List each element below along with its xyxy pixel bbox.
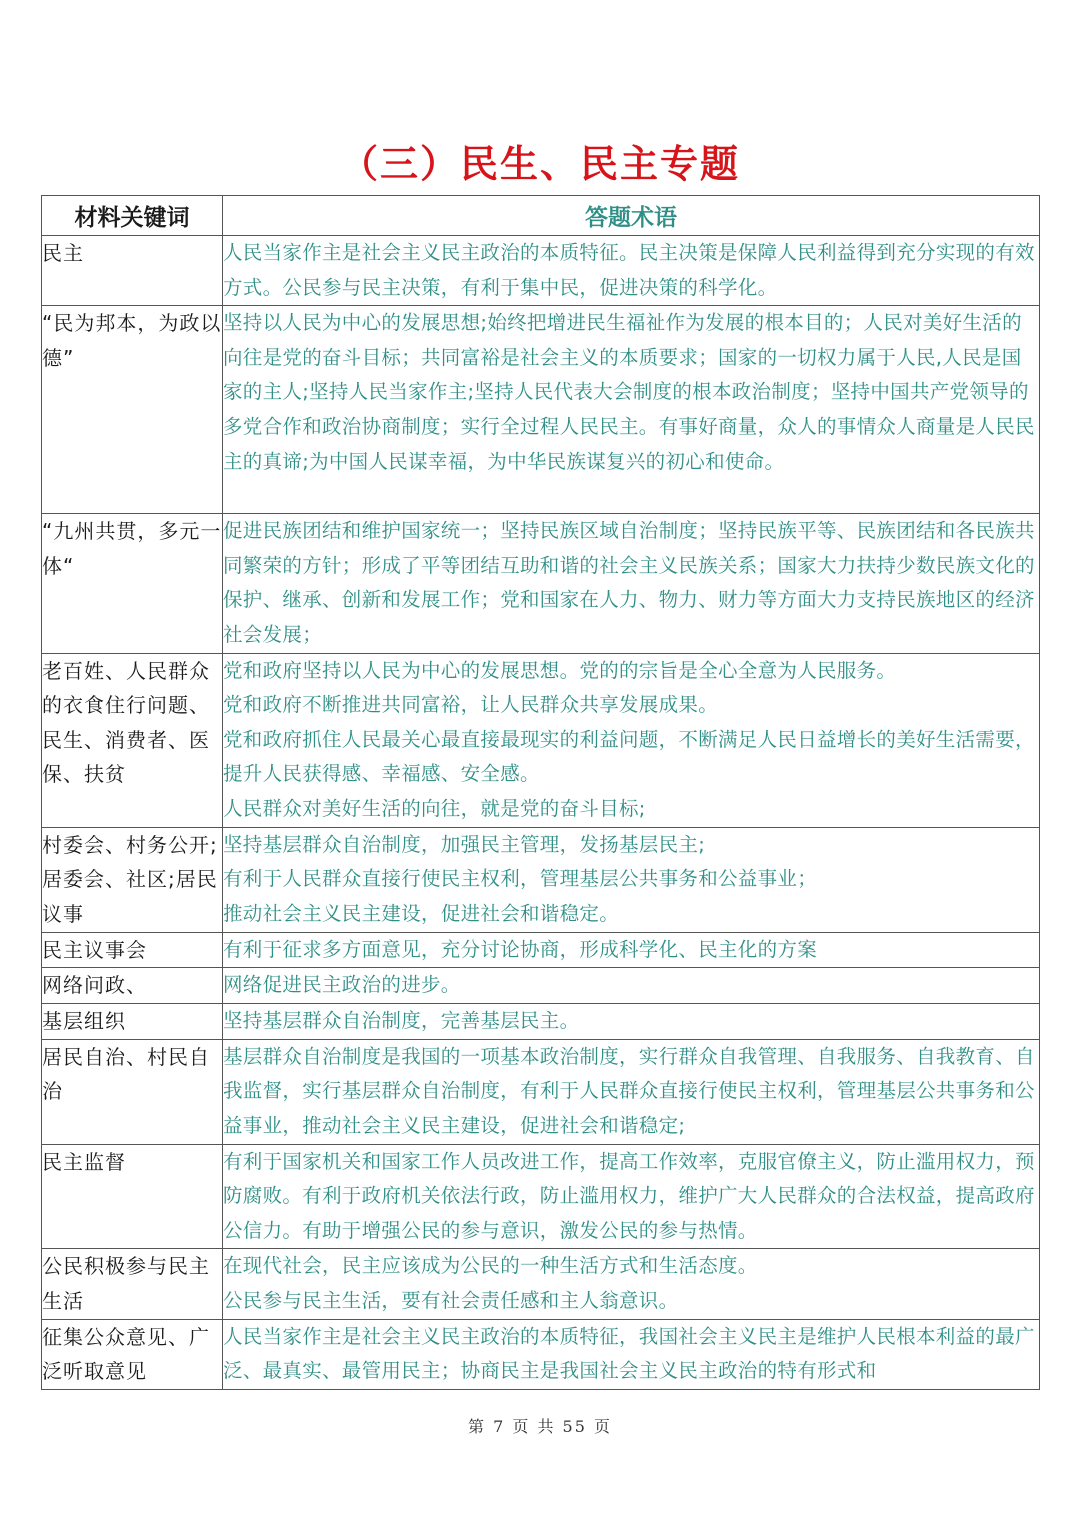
answer-cell: 人民当家作主是社会主义民主政治的本质特征。民主决策是保障人民利益得到充分实现的有效方式。公民参与民主决策，有利于集中民，促进决策的科学化。	[223, 236, 1040, 306]
keyword-cell: 老百姓、人民群众的衣食住行问题、民生、消费者、医保、扶贫	[42, 653, 223, 827]
answer-cell: 党和政府坚持以人民为中心的发展思想。党的的宗旨是全心全意为人民服务。 党和政府不断推进共同富裕，让人民群众共享发展成果。 党和政府抓住人民最关心最直接最现实的利益问题，不断满足人民日益增长的美好生活需要，提升人民获得感、幸福感、安全感。 人民群众对美好生活的向往，就是党的奋斗目标;	[223, 653, 1040, 827]
table-row	[42, 514, 1040, 653]
keyword-cell: 民主监督	[42, 1144, 223, 1249]
keyword-cell: 公民积极参与民主生活	[42, 1249, 223, 1319]
answer-cell: 人民当家作主是社会主义民主政治的本质特征，我国社会主义民主是维护人民根本利益的最广泛、最真实、最管用民主；协商民主是我国社会主义民主政治的特有形式和	[223, 1319, 1040, 1389]
keyword-cell: 民主	[42, 236, 223, 306]
table-row	[42, 653, 1040, 827]
answer-cell: 有利于征求多方面意见，充分讨论协商，形成科学化、民主化的方案	[223, 932, 1040, 968]
keyword-cell: 基层组织	[42, 1003, 223, 1039]
page-title: （三）民生、民主专题	[339, 142, 740, 186]
table-row	[42, 1249, 1040, 1319]
table-row	[42, 236, 1040, 306]
keyword-cell: 村委会、村务公开;居委会、社区;居民议事	[42, 827, 223, 932]
answer-cell: 坚持以人民为中心的发展思想;始终把增进民生福祉作为发展的根本目的；人民对美好生活的向往是党的奋斗目标；共同富裕是社会主义的本质要求；国家的一切权力属于人民,人民是国家的主人;坚持人民当家作主;坚持人民代表大会制度的根本政治制度；坚持中国共产党领导的多党合作和政治协商制度；实行全过程人民民主。有事好商量，众人的事情众人商量是人民民主的真谛;为中国人民谋幸福，为中华民族谋复兴的初心和使命。	[223, 306, 1040, 514]
answer-cell: 在现代社会，民主应该成为公民的一种生活方式和生活态度。 公民参与民主生活，要有社会责任感和主人翁意识。	[223, 1249, 1040, 1319]
table-row	[42, 1039, 1040, 1144]
table-header-row	[42, 196, 1040, 236]
keyword-cell: “九州共贯，多元一体“	[42, 514, 223, 653]
answer-cell: 网络促进民主政治的进步。	[223, 968, 1040, 1004]
answer-cell: 坚持基层群众自治制度，加强民主管理，发扬基层民主; 有利于人民群众直接行使民主权利，管理基层公共事务和公益事业； 推动社会主义民主建设，促进社会和谐稳定。	[223, 827, 1040, 932]
keyword-cell: 民主议事会	[42, 932, 223, 968]
answer-cell: 坚持基层群众自治制度，完善基层民主。	[223, 1003, 1040, 1039]
header-answer: 答题术语	[223, 196, 1040, 236]
table-row	[42, 968, 1040, 1004]
keyword-cell: 居民自治、村民自治	[42, 1039, 223, 1144]
answer-cell: 基层群众自治制度是我国的一项基本政治制度，实行群众自我管理、自我服务、自我教育、自我监督，实行基层群众自治制度，有利于人民群众直接行使民主权利，管理基层公共事务和公益事业，推动社会主义民主建设，促进社会和谐稳定;	[223, 1039, 1040, 1144]
terms-table	[41, 195, 1040, 1390]
header-keyword: 材料关键词	[42, 196, 223, 236]
table-row	[42, 1144, 1040, 1249]
table-row	[42, 1319, 1040, 1389]
table-row	[42, 827, 1040, 932]
page-number-footer: 第 7 页 共 55 页	[468, 1417, 612, 1436]
answer-cell: 促进民族团结和维护国家统一；坚持民族区域自治制度；坚持民族平等、民族团结和各民族共同繁荣的方针；形成了平等团结互助和谐的社会主义民族关系；国家大力扶持少数民族文化的保护、继承、创新和发展工作；党和国家在人力、物力、财力等方面大力支持民族地区的经济社会发展；	[223, 514, 1040, 653]
table-row	[42, 1003, 1040, 1039]
table-row	[42, 306, 1040, 514]
keyword-cell: “民为邦本，为政以德”	[42, 306, 223, 514]
table-row	[42, 932, 1040, 968]
keyword-cell: 网络问政、	[42, 968, 223, 1004]
keyword-cell: 征集公众意见、广泛听取意见	[42, 1319, 223, 1389]
answer-cell: 有利于国家机关和国家工作人员改进工作，提高工作效率，克服官僚主义，防止滥用权力，预防腐败。有利于政府机关依法行政，防止滥用权力，维护广大人民群众的合法权益，提高政府公信力。有助于增强公民的参与意识，激发公民的参与热情。	[223, 1144, 1040, 1249]
